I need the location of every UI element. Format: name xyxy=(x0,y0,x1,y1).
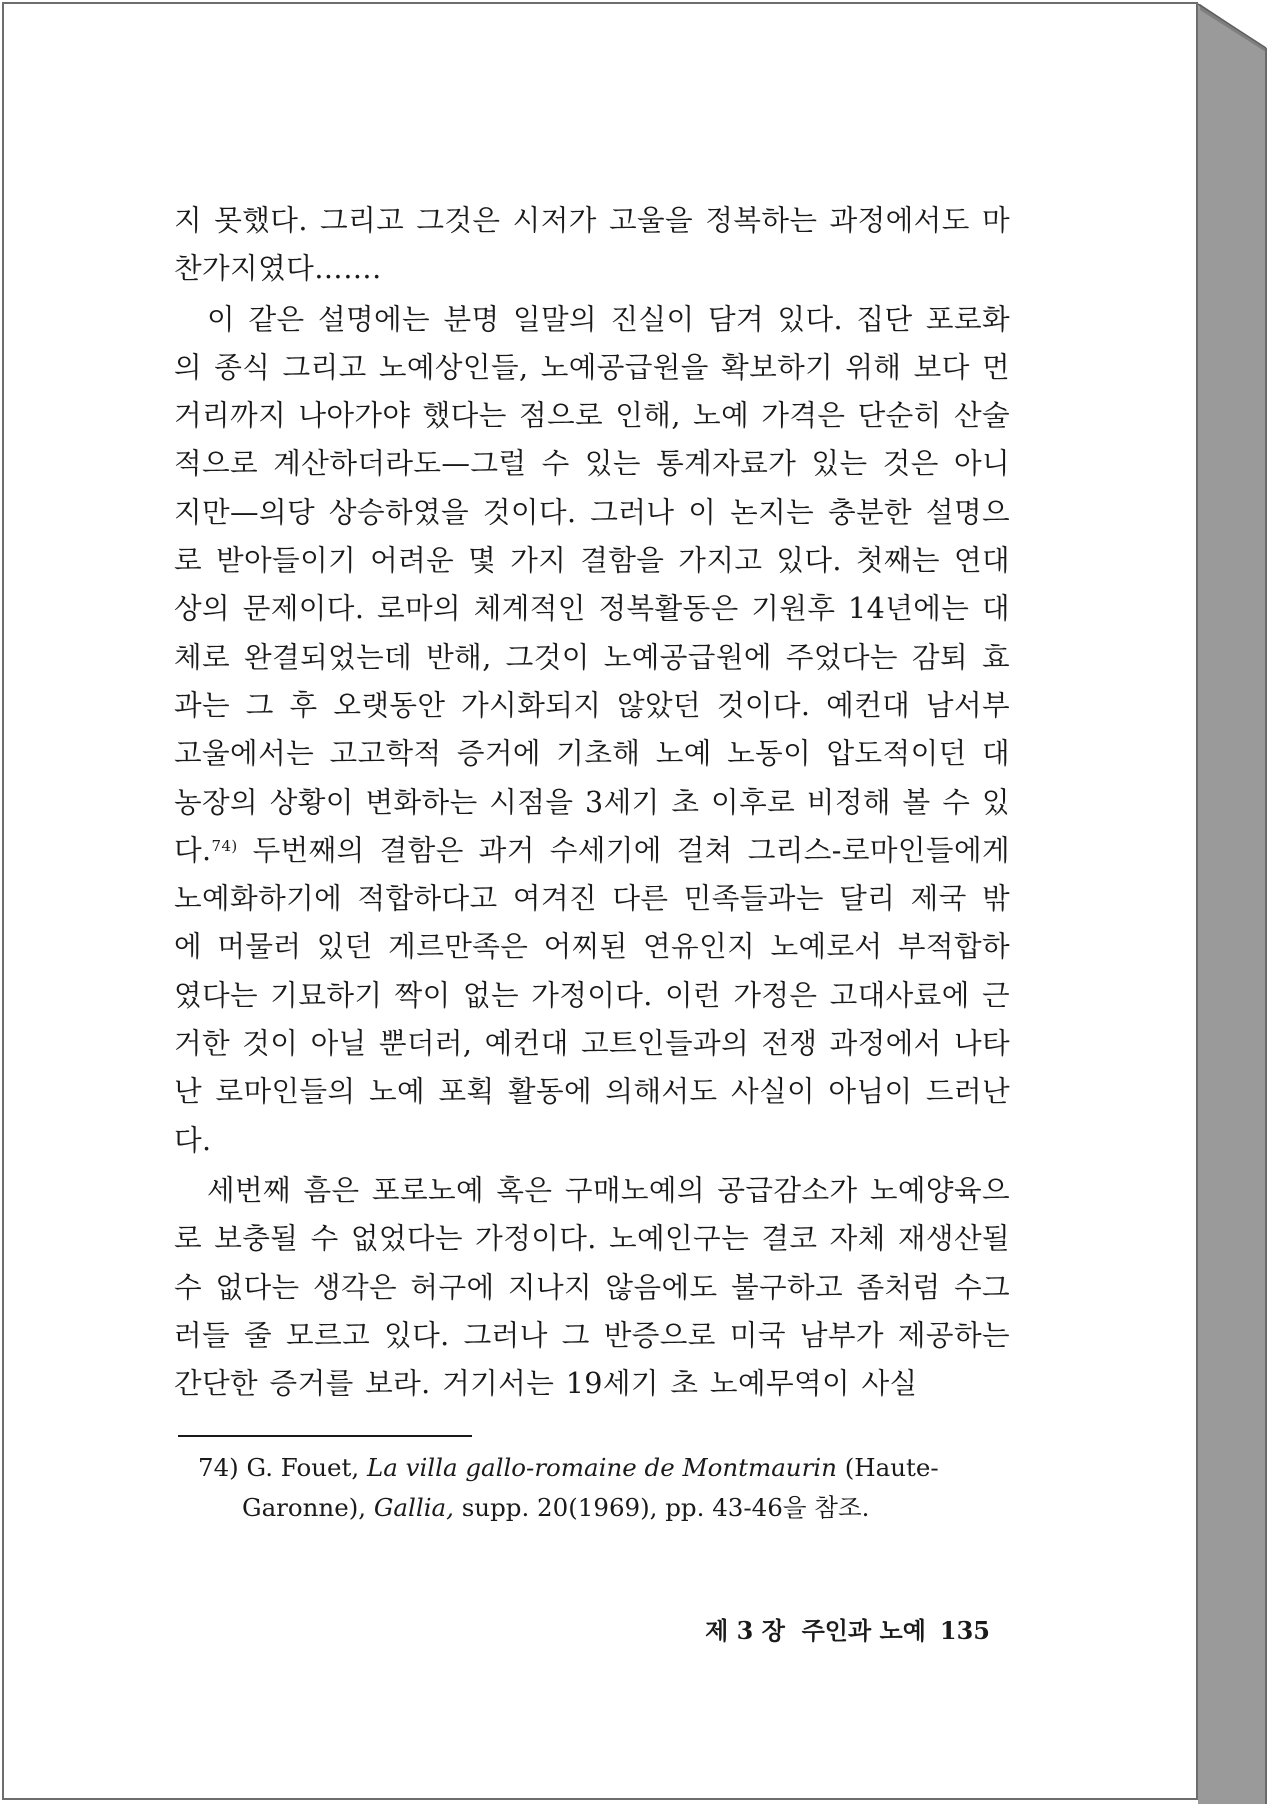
footnote-line-2 xyxy=(198,1488,1010,1528)
paragraph-3: 세번째 흠은 포로노예 혹은 구매노예의 공급감소가 노예양육으로 보충될 수 없었다는 가정이다. 노예인구는 결코 자체 재생산될 수 없다는 생각은 허구에 지나지 않음에도 불구하고 좀처럼 수그러들 줄 모르고 있다. 그러나 그 반증으로 미국 남부가 제공하는 간단한 증거를 보라. 거기서는 19세기 초 노예무역이 사실 xyxy=(174,1172,1010,1401)
footnote-reference[interactable]: 74) xyxy=(211,836,238,855)
paragraph-1: 지 못했다. 그리고 그것은 시저가 고울을 정복하는 과정에서도 마찬가지였다……. xyxy=(174,203,1010,286)
paragraph-2-continued: 두번째의 결함은 과거 수세기에 걸쳐 그리스-로마인들에게 노예화하기에 적합하다고 여겨진 다른 민족들과는 달리 제국 밖에 머물러 있던 게르만족은 어찌된 연유인지 노예로서 부적합하였다는 기묘하기 짝이 없는 가정이다. 이런 가정은 고대사료에 근거한 것이 아닐 뿐더러, 예컨대 고트인들과의 전쟁 과정에서 나타난 로마인들의 노예 포획 활동에 의해서도 사실이 아님이 드러난다. xyxy=(174,832,1010,1157)
footnote xyxy=(198,1448,1010,1528)
footnote-divider xyxy=(178,1435,472,1437)
footnote-place: (Haute- xyxy=(844,1453,939,1482)
chapter-title: 제 3 장 주인과 노예 xyxy=(705,1616,926,1645)
footnote-journal: Gallia, xyxy=(373,1493,454,1522)
footnote-author: G. Fouet, xyxy=(246,1453,360,1482)
paragraph-2 xyxy=(174,295,1010,1164)
paragraph-2-text: 이 같은 설명에는 분명 일말의 진실이 담겨 있다. 집단 포로화의 종식 그리고 노예상인들, 노예공급원을 확보하기 위해 보다 먼거리까지 나아가야 했다는 점으로 인해, 노예 가격은 단순히 산술적으로 계산하더라도—그럴 수 있는 통계자료가 있는 것은 아니지만—의당 상승하였을 것이다. 그러나 이 논지는 충분한 설명으로 받아들이기 어려운 몇 가지 결함을 가지고 있다. 첫째는 연대상의 문제이다. 로마의 체계적인 정복활동은 기원후 14년에는 대체로 완결되었는데 반해, 그것이 노예공급원에 주었다는 감퇴 효과는 그 후 오랫동안 가시화되지 않았던 것이다. 예컨대 남서부 고울에서는 고고학적 증거에 기초해 노예 노동이 압도적이던 대농장의 상황이 변화하는 시점을 3세기 초 이후로 비정해 볼 수 있다. xyxy=(174,301,1010,867)
footnote-work-title: La villa gallo-romaine de Montmaurin xyxy=(366,1453,837,1482)
footnote-citation: supp. 20(1969), pp. 43-46을 참조. xyxy=(461,1493,870,1522)
page-number: 135 xyxy=(939,1616,990,1645)
footnote-place-continued: Garonne), xyxy=(242,1493,367,1522)
footnote-number: 74) xyxy=(198,1453,239,1482)
body-text xyxy=(174,196,1010,1407)
running-footer xyxy=(700,1611,990,1646)
